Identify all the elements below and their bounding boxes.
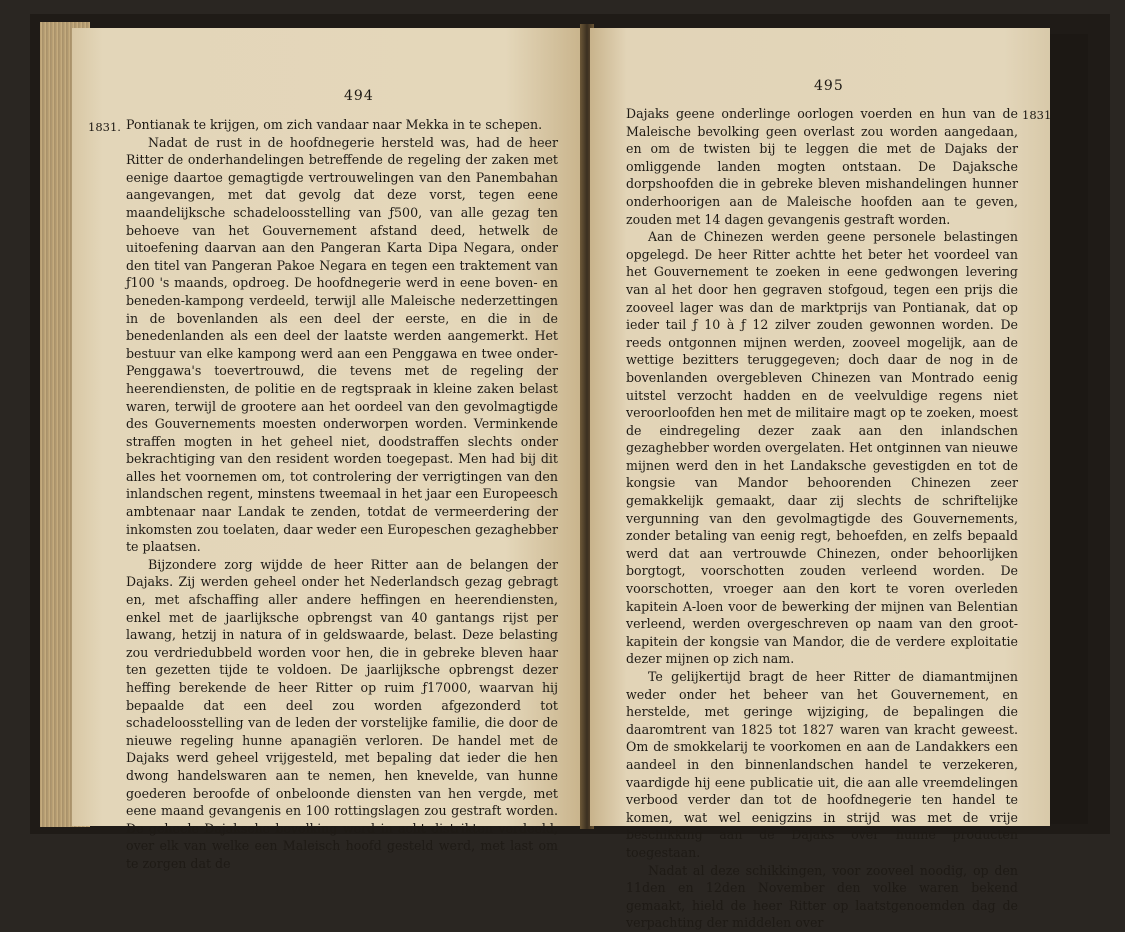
page-number: 495 <box>814 78 844 94</box>
margin-year: 1831. <box>88 120 121 134</box>
right-text <box>626 105 1018 932</box>
paragraph: Dajaks geene onderlinge oorlogen voerden en hun van de Maleische bevolking geen overlast zou worden aangedaan, en om de twisten bij te leggen die met de Dajaks der omliggende landen mogten ontstaan. De Dajaksche dorpshoofden die in gebreke bleven mishandelingen hunner onderhoorigen aan de Maleische hoofden aan te geven, zouden met 14 dagen gevangenis gestraft worden. <box>626 106 1018 227</box>
paragraph: Te gelijkertijd bragt de heer Ritter de diamantmijnen weder onder het beheer van het Gouvernement, en herstelde, met geringe wijziging, de bepalingen die daaromtrent van 1825 tot 1827 waren van kracht geweest. Om de smokkelarij te voorkomen en aan de Landakkers een aandeel in den binnenlandschen handel te verzekeren, vaardigde hij eene publicatie uit, die aan alle vreemdelingen verbood verder dan tot de hoofdnegerie ten handel te komen, wat wel eenigzins in strijd was met de vrije beschikking aan de Dajaks over hunne producten toegestaan. <box>626 669 1018 860</box>
left-text <box>126 116 558 873</box>
right-page <box>590 28 1055 931</box>
paragraph: Aan de Chinezen werden geene personele belastingen opgelegd. De heer Ritter achtte het beter het voordeel van het Gouvernement te zoeken in eene gedwongen levering van al het door hen gegraven stofgoud, tegen een prijs die zooveel lager was dan de marktprijs van Pontianak, dat op ieder tail ƒ 10 à ƒ 12 zilver zouden gewonnen worden. De reeds ontgonnen mijnen werden, zooveel mogelijk, aan de wettige bezitters teruggegeven; doch daar de nog in de bovenlanden overgebleven Chinezen van Montrado eenig uitstel verzocht hadden en de veelvuldige regens niet veroorloofden hen met de militaire magt op te zoeken, moest de eindregeling dezer zaak aan den inlandschen gezaghebber worden overgelaten. Het ontginnen van nieuwe mijnen werd den in het Landaksche gevestigden en tot de kongsie van Mandor behoorenden Chinezen zeer gemakkelijk gemaakt, daar zij slechts de schriftelijke vergunning van den gevolmagtigde des Gouvernements, zonder betaling van eenig regt, behoefden, en zelfs bepaald werd dat aan vertrouwde Chinezen, onder behoorlijken borgtogt, voorschotten zouden verleend worden. De voorschotten, vroeger aan den kort te voren overleden kapitein A-loen voor de bewerking der mijnen van Belentian verleend, werden overgeschreven op naam van den groot-kapitein der kongsie van Mandor, die de verdere exploitatie dezer mijnen op zich nam. <box>626 229 1018 667</box>
paragraph: Pontianak te krijgen, om zich vandaar naar Mekka in te schepen. <box>126 117 543 132</box>
left-page <box>72 28 582 871</box>
paragraph: Nadat al deze schikkingen, voor zooveel noodig, op den 11den en 12den November den volke waren bekend gemaakt, hield de heer Ritter op laatstgenoemden dag de verpachting der middelen over <box>626 862 1018 931</box>
paragraph: Bijzondere zorg wijdde de heer Ritter aan de belangen der Dajaks. Zij werden geheel onder het Nederlandsch gezag gebragt en, met afschaffing aller andere heffingen en heerendiensten, enkel met de jaarlijksche opbrengst van 40 gantangs rijst per lawang, hetzij in natura of in geldswaarde, belast. Deze belasting zou verdriedubbeld worden voor hen, die in gebreke bleven haar ten gezetten tijde te voldoen. De jaarlijksche opbrengst dezer heffing berekende de heer Ritter op ruim ƒ17000, waarvan hij bepaalde dat een deel zou worden afgezonderd tot schadeloosstelling van de leden der vorstelijke familie, die door de nieuwe regeling hunne apanagiën verloren. De handel met de Dajaks werd geheel vrijgesteld, met bepaling dat ieder die hen dwong handelswaren aan te nemen, hen knevelde, van hunne goederen beroofde of onbeloonde diensten van hen vergde, met eene maand gevangenis en 100 rottingslagen zou gestraft worden. De geheele Dajaksche bevolking werd in acht distrikten verdeeld, over elk van welke een Maleisch hoofd gesteld werd, met last om te zorgen dat de <box>126 556 558 871</box>
page-number: 494 <box>344 88 374 104</box>
paragraph: Nadat de rust in de hoofdnegerie hersteld was, had de heer Ritter de onderhandelingen betreffende de regeling der zaken met eenige daartoe gemagtigde vertrouwelingen van den Panembahan aangevangen, met dat gevolg dat deze vorst, tegen eene maandelijksche schadeloosstelling van ƒ500, van alle gezag ten behoeve van het Gouvernement afstand deed, hetwelk de uitoefening daarvan aan den Pangeran Karta Dipa Negara, onder den titel van Pangeran Pakoe Negara en tegen een traktement van ƒ100 's maands, opdroeg. De hoofdnegerie werd in eene boven- en beneden-kampong verdeeld, terwijl alle Maleische nederzettingen in de bovenlanden als een deel der eerste, en die in de benedenlanden als een deel der laatste werden aangemerkt. Het bestuur van elke kampong werd aan een Penggawa en twee onder-Penggawa's toevertrouwd, die tevens met de regeling der heerendiensten, de politie en de regtspraak in kleine zaken belast waren, terwijl de grootere aan het oordeel van den gevolmagtigde des Gouvernements moesten onderworpen worden. Verminkende straffen mogten in het geheel niet, doodstraffen slechts onder bekrachtiging van den resident worden toegepast. Men had bij dit alles het voornemen om, tot controlering der verrigtingen van den inlandschen regent, minstens tweemaal in het jaar een Europeesch ambtenaar naar Landak te zenden, totdat de vermeerdering der inkomsten zou toelaten, daar weder een Europeschen gezaghebber te plaatsen. <box>126 134 558 555</box>
right-page-edges <box>1048 34 1088 824</box>
margin-year: 1831. <box>1022 108 1055 122</box>
